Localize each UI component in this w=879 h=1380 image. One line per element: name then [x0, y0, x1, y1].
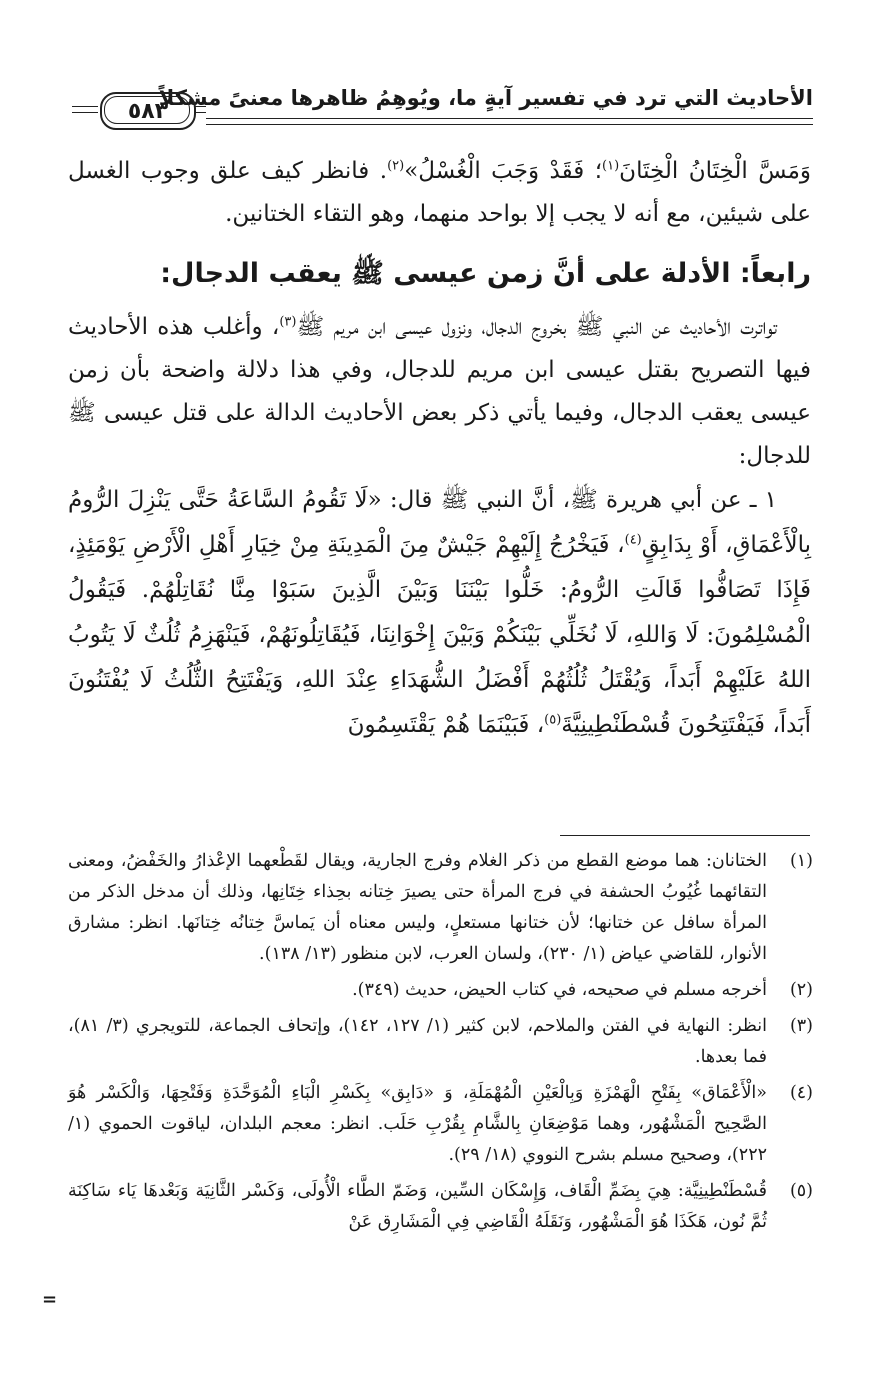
footnote	[68, 1176, 813, 1238]
footnote-separator	[560, 835, 810, 836]
header-rule-left-2	[72, 112, 98, 113]
hadith-text: ١ ـ عن أبي هريرة ﷺ، أنَّ النبي ﷺ قال: «لَا تَقُومُ السَّاعَةُ حَتَّى يَنْزِلَ الرُّومُ بِالْأَعْمَاقِ، أَوْ بِدَابِقٍ	[68, 487, 811, 558]
header-rule-left-1	[72, 106, 98, 107]
paragraph-2-text: تواترت الأحاديث عن النبي ﷺ بخروج الدجال، ونزول عيسى ابن مريم ﷺ	[296, 314, 778, 340]
footnote-number: (١)	[789, 851, 813, 871]
continuation-mark: =	[42, 1289, 58, 1310]
footnote-number: (٢)	[789, 980, 813, 1000]
footnote-text: الختانان: هما موضع القطع من ذكر الغلام وفرج الجارية، ويقال لقَطْعهما الإعْذارُ والخَفْضُ، ومعنى التقائهما غُيُوبُ الحشفة في فرج المرأة حتى يصيرَ خِتانه بحِذاء خِتَانِها، وذلك أن مدخل الذكر من المرأة سافل عن ختانها؛ لأن ختانها مستعلٍ، وليس معناه أن يَماسَّ خِتانُه خِتانَها. انظر: مشارق الأنوار، للقاضي عياض (١/ ٢٣٠)، ولسان العرب، لابن منظور (١٣/ ١٣٨).	[68, 851, 767, 964]
hadith-text-2: ، فَيَخْرُجُ إِلَيْهِمْ جَيْشٌ مِنَ الْمَدِينَةِ مِنْ خِيَارِ أَهْلِ الْأَرْضِ يَوْمَئِذٍ، فَإِذَا تَصَافُّوا قَالَتِ الرُّومُ: خَلُّوا بَيْنَنَا وَبَيْنَ الَّذِينَ سَبَوْا مِنَّا نُقَاتِلْهُمْ. فَيَقُولُ الْمُسْلِمُونَ: لَا وَاللهِ، لَا نُخَلِّي بَيْنَكُمْ وَبَيْنَ إِخْوَانِنَا، فَيُقَاتِلُونَهُمْ، فَيَنْهَزِمُ ثُلُثٌ لَا يَتُوبُ اللهُ عَلَيْهِمْ أَبَداً، وَيُقْتَلُ ثُلُثُهُمْ أَفْضَلُ الشُّهَدَاءِ عِنْدَ اللهِ، وَيَفْتَتِحُ الثُّلُثُ لَا يُفْتَنُونَ أَبَداً، فَيَفْتَتِحُونَ قُسْطَنْطِينِيَّةَ	[68, 532, 811, 738]
footnote-ref-5: (٥)	[544, 712, 562, 728]
footnote	[68, 846, 813, 970]
commentary-text: . فانظر كيف علق وجوب الغسل على شيئين، مع أنه لا يجب إلا بواحد منهما، وهو التقاء الختانين.	[68, 158, 811, 227]
quote-text: وَمَسَّ الْخِتَانُ الْخِتَانَ	[619, 158, 812, 184]
footnote	[68, 1011, 813, 1073]
footnote-number: (٤)	[789, 1083, 813, 1103]
page-number: ٥٨٣	[127, 98, 169, 124]
footnote-ref-2: (٢)	[387, 158, 405, 174]
page-number-inner-frame	[104, 96, 190, 124]
header-rule-lower	[206, 124, 813, 125]
footnotes	[68, 846, 813, 1243]
main-text	[68, 150, 811, 748]
paragraph-2	[68, 306, 811, 478]
footnote-number: (٥)	[789, 1181, 813, 1201]
quote-text-2: ؛ فَقَدْ وَجَبَ الْغُسْلُ»	[404, 158, 603, 184]
paragraph-3-hadith	[68, 478, 811, 748]
paragraph-1	[68, 150, 811, 236]
footnote-text: «الْأَعْمَاق» بِفَتْحِ الْهَمْزَةِ وَبِالْعَيْنِ الْمُهْمَلَةِ، وَ «دَابِق» بِكَسْرِ الْبَاءِ الْمُوَحَّدَةِ وَفَتْحِهَا، وَالْكَسْر هُوَ الصَّحِيح الْمَشْهُور، وهما مَوْضِعَانِ بِالشَّامِ بِقُرْبِ حَلَب. انظر: معجم البلدان، لياقوت الحموي (١/ ٢٢٢)، وصحيح مسلم بشرح النووي (١٨/ ٢٩).	[68, 1083, 767, 1165]
paragraph-2-text-2: ، وأغلب هذه الأحاديث فيها التصريح بقتل عيسى ابن مريم للدجال، وفي هذا دلالة واضحة بأن زمن عيسى يعقب الدجال، وفيما يأتي ذكر بعض الأحاديث الدالة على قتل عيسى ﷺ للدجال:	[68, 314, 811, 469]
hadith-text-3: ، فَبَيْنَمَا هُمْ يَقْتَسِمُونَ	[347, 712, 545, 738]
section-heading: رابعاً: الأدلة على أنَّ زمن عيسى ﷺ يعقب الدجال:	[160, 258, 811, 289]
footnote-number: (٣)	[789, 1016, 813, 1036]
footnote-ref-1: (١)	[602, 158, 620, 174]
header-rule-upper	[206, 118, 813, 119]
footnote	[68, 975, 813, 1006]
footnote-text: قُسْطَنْطِينِيَّة: هِيَ بِضَمِّ الْقَاف، وَإِسْكَان السِّين، وَضَمّ الطَّاء الْأُولَى، وَكَسْر الثَّانِيَة وَبَعْدهَا يَاء سَاكِنَة ثُمَّ نُون، هَكَذَا هُوَ الْمَشْهُور، وَنَقَلَهُ الْقَاضِي فِي الْمَشَارِق عَنْ	[68, 1181, 767, 1232]
footnote-ref-3: (٣)	[279, 314, 297, 330]
footnote-text: انظر: النهاية في الفتن والملاحم، لابن كثير (١/ ١٢٧، ١٤٢)، وإتحاف الجماعة، للتويجري (٣/ ٨١)، فما بعدها.	[68, 1016, 767, 1067]
footnote	[68, 1078, 813, 1171]
footnote-text: أخرجه مسلم في صحيحه، في كتاب الحيض، حديث (٣٤٩).	[352, 980, 767, 1000]
footnote-ref-4: (٤)	[624, 532, 642, 548]
running-header-title: الأحاديث التي ترد في تفسير آيةٍ ما، ويُوهِمُ ظاهرها معنىً مشكلاً	[158, 86, 813, 110]
